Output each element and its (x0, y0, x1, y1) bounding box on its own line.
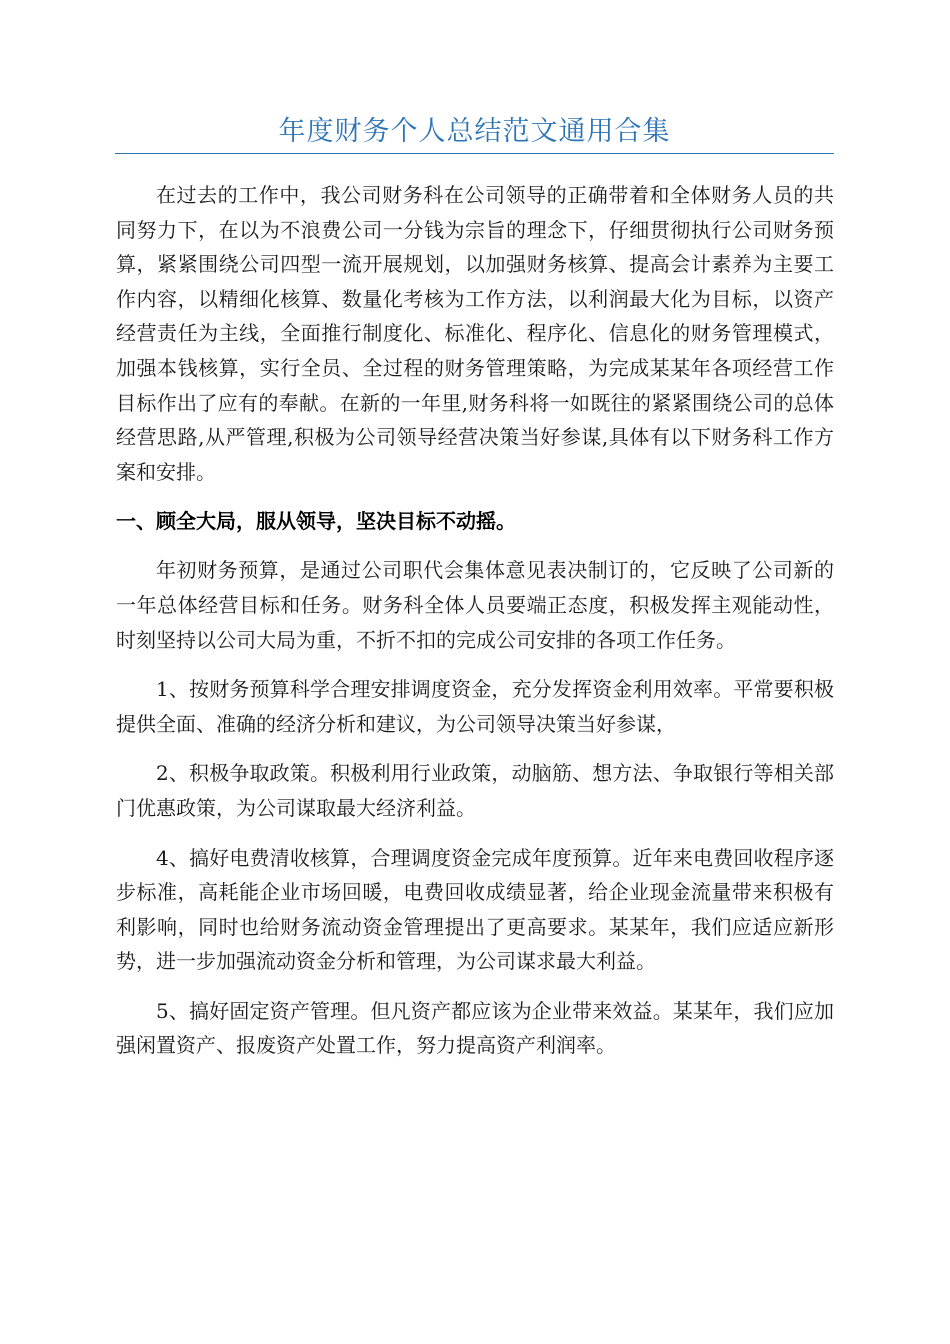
list-item-2: 2、积极争取政策。积极利用行业政策，动脑筋、想方法、争取银行等相关部门优惠政策，为公司谋取最大经济利益。 (116, 761, 834, 820)
list-item-1: 1、按财务预算科学合理安排调度资金，充分发挥资金利用效率。平常要积极提供全面、准确的经济分析和建议，为公司领导决策当好参谋， (116, 677, 834, 736)
document-body (116, 178, 834, 1078)
section-heading-1: 一、顾全大局，服从领导，坚决目标不动摇。 (116, 509, 516, 534)
list-item-4: 4、搞好电费清收核算，合理调度资金完成年度预算。近年来电费回收程序逐步标准，高耗能企业市场回暖，电费回收成绩显著，给企业现金流量带来积极有利影响，同时也给财务流动资金管理提出了更高要求。某某年，我们应适应新形势，进一步加强流动资金分析和管理，为公司谋求最大利益。 (116, 845, 834, 974)
title-underline (115, 153, 834, 154)
document-title: 年度财务个人总结范文通用合集 (278, 116, 671, 147)
section-1-paragraph: 年初财务预算，是通过公司职代会集体意见表决制订的，它反映了公司新的一年总体经营目标和任务。财务科全体人员要端正态度，积极发挥主观能动性，时刻坚持以公司大局为重，不折不扣的完成公司安排的各项工作任务。 (116, 558, 834, 652)
list-item-5: 5、搞好固定资产管理。但凡资产都应该为企业带来效益。某某年，我们应加强闲置资产、报废资产处置工作，努力提高资产利润率。 (116, 998, 834, 1058)
intro-paragraph: 在过去的工作中，我公司财务科在公司领导的正确带着和全体财务人员的共同努力下，在以为不浪费公司一分钱为宗旨的理念下，仔细贯彻执行公司财务预算，紧紧围绕公司四型一流开展规划，以加强财务核算、提高会计素养为主要工作内容，以精细化核算、数量化考核为工作方法，以利润最大化为目标，以资产经营责任为主线，全面推行制度化、标准化、程序化、信息化的财务管理模式，加强本钱核算，实行全员、全过程的财务管理策略，为完成某某年各项经营工作目标作出了应有的奉献。在新的一年里,财务科将一如既往的紧紧围绕公司的总体经营思路,从严管理,积极为公司领导经营决策当好参谋,具体有以下财务科工作方案和安排。 (116, 183, 834, 484)
title-block (115, 112, 834, 152)
